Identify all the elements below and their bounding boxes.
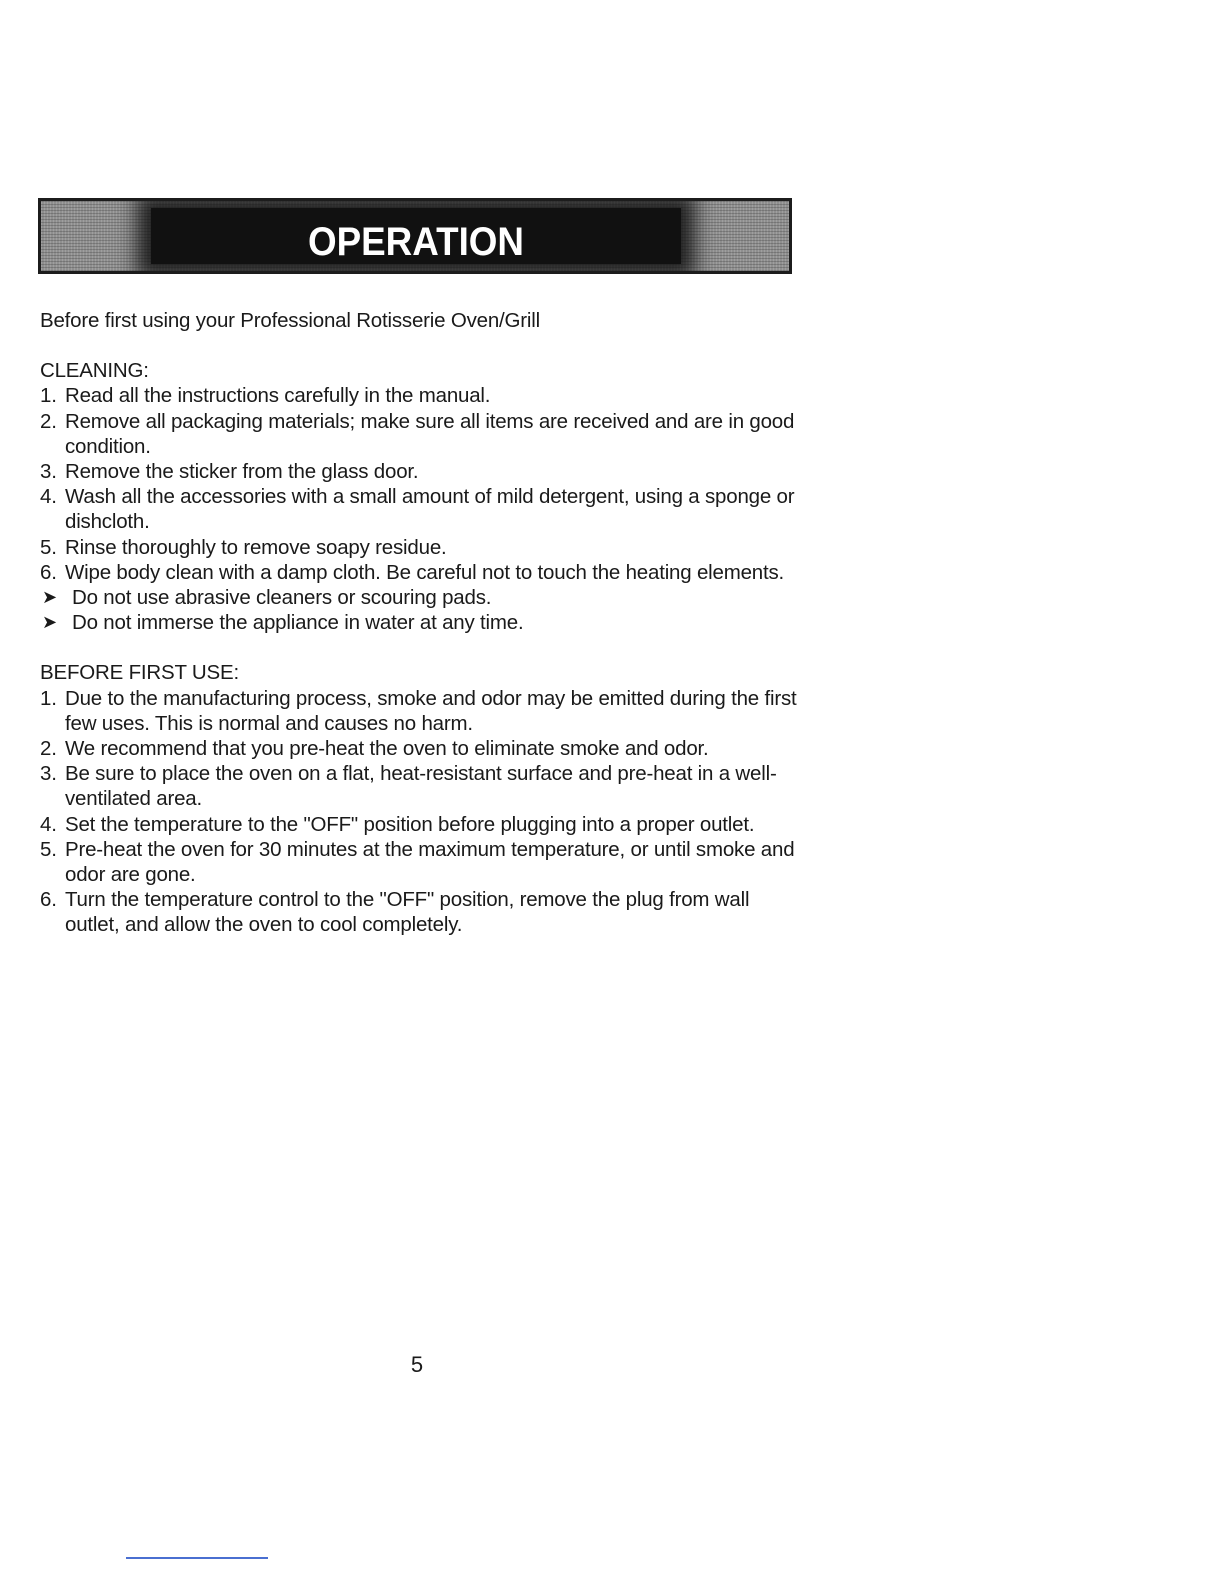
item-number: 2. (40, 737, 57, 761)
item-number: 6. (40, 560, 57, 584)
item-number: 2. (40, 409, 57, 433)
list-item (40, 459, 800, 484)
list-item (40, 761, 800, 811)
list-item (40, 560, 800, 585)
list-item (40, 686, 800, 736)
item-text: Remove the sticker from the glass door. (65, 460, 419, 484)
bullet-text: Do not use abrasive cleaners or scouring pads. (72, 586, 492, 610)
list-item (40, 484, 800, 534)
bullet-text: Do not immerse the appliance in water at any time. (72, 611, 524, 635)
item-number: 4. (40, 485, 57, 509)
item-number: 3. (40, 762, 57, 786)
list-item (40, 837, 800, 887)
item-number: 3. (40, 460, 57, 484)
arrowhead-bullet-icon: ➤ (42, 612, 57, 633)
item-text: Wash all the accessories with a small amount of mild detergent, using a sponge or dishcloth. (65, 485, 795, 534)
list-item (40, 383, 800, 408)
page-number: 5 (410, 1352, 424, 1377)
item-number: 1. (40, 686, 57, 710)
list-item (40, 409, 800, 459)
list-item (40, 812, 800, 837)
warning-bullet (40, 585, 800, 610)
intro-text: Before first using your Professional Rotisserie Oven/Grill (40, 309, 540, 332)
list-item (40, 736, 800, 761)
instructions-body (40, 308, 800, 938)
item-text: We recommend that you pre-heat the oven to eliminate smoke and odor. (65, 737, 709, 761)
item-text: Wipe body clean with a damp cloth. Be careful not to touch the heating elements. (65, 560, 785, 584)
item-text: Turn the temperature control to the "OFF" position, remove the plug from wall outlet, and allow the oven to cool completely. (65, 888, 750, 937)
item-text: Read all the instructions carefully in the manual. (65, 384, 491, 408)
before-first-use-list (40, 686, 800, 938)
banner-title-backdrop (151, 208, 681, 264)
item-text: Set the temperature to the "OFF" position before plugging into a proper outlet. (65, 812, 755, 836)
page-title: OPERATION (307, 220, 525, 264)
item-number: 6. (40, 888, 57, 912)
item-number: 4. (40, 812, 57, 836)
item-number: 5. (40, 837, 57, 861)
item-text: Due to the manufacturing process, smoke and odor may be emitted during the first few uses. This is normal and causes no harm. (65, 686, 797, 735)
list-item (40, 887, 800, 937)
section-banner (38, 198, 792, 274)
item-text: Rinse thoroughly to remove soapy residue. (65, 535, 447, 559)
footer-divider (126, 1557, 268, 1559)
section-spacer (40, 635, 800, 660)
item-number: 5. (40, 535, 57, 559)
cleaning-list (40, 383, 800, 585)
item-text: Be sure to place the oven on a flat, heat-resistant surface and pre-heat in a well-ventilated area. (65, 762, 777, 811)
item-text: Pre-heat the oven for 30 minutes at the maximum temperature, or until smoke and odor are gone. (65, 837, 795, 887)
arrowhead-bullet-icon: ➤ (42, 587, 57, 608)
list-item (40, 535, 800, 560)
item-number: 1. (40, 384, 57, 408)
item-text: Remove all packaging materials; make sure all items are received and are in good condition. (65, 409, 795, 458)
before-first-use-heading: BEFORE FIRST USE: (40, 661, 239, 685)
cleaning-heading: CLEANING: (40, 359, 149, 383)
warning-bullet (40, 610, 800, 635)
